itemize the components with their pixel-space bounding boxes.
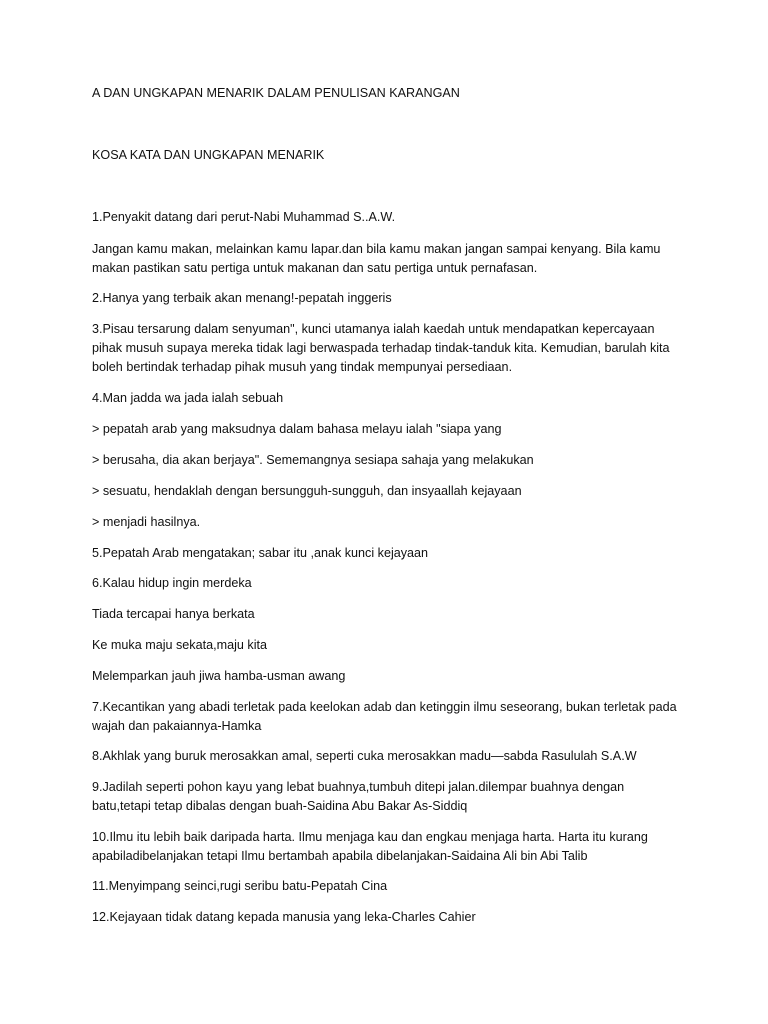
- paragraph-8: > sesuatu, hendaklah dengan bersungguh-sungguh, dan insyaallah kejayaan: [92, 484, 522, 498]
- paragraph-14: Melemparkan jauh jiwa hamba-usman awang: [92, 669, 346, 683]
- paragraph-1: 1.Penyakit datang dari perut-Nabi Muhammad S..A.W.: [92, 210, 396, 224]
- document-title: A DAN UNGKAPAN MENARIK DALAM PENULISAN KARANGAN: [92, 86, 460, 100]
- paragraph-7: > berusaha, dia akan berjaya". Sememangnya sesiapa sahaja yang melakukan: [92, 453, 534, 467]
- paragraph-3: 2.Hanya yang terbaik akan menang!-pepatah inggeris: [92, 291, 392, 305]
- paragraph-15: 7.Kecantikan yang abadi terletak pada keelokan adab dan ketinggin ilmu seseorang, bukan terletak pada wajah dan pakaiannya-Hamka: [92, 700, 677, 733]
- paragraph-12: Tiada tercapai hanya berkata: [92, 607, 255, 621]
- paragraph-10: 5.Pepatah Arab mengatakan; sabar itu ,anak kunci kejayaan: [92, 546, 429, 560]
- paragraph-13: Ke muka maju sekata,maju kita: [92, 638, 267, 652]
- paragraph-19: 11.Menyimpang seinci,rugi seribu batu-Pepatah Cina: [92, 879, 388, 893]
- paragraph-20: 12.Kejayaan tidak datang kepada manusia yang leka-Charles Cahier: [92, 910, 476, 924]
- paragraph-9: > menjadi hasilnya.: [92, 515, 201, 529]
- section-heading: KOSA KATA DAN UNGKAPAN MENARIK: [92, 148, 325, 162]
- paragraph-17: 9.Jadilah seperti pohon kayu yang lebat buahnya,tumbuh ditepi jalan.dilempar buahnya dengan batu,tetapi tetap dibalas dengan buah-Saidina Abu Bakar As-Siddiq: [92, 780, 625, 813]
- paragraph-11: 6.Kalau hidup ingin merdeka: [92, 576, 252, 590]
- paragraph-4: 3.Pisau tersarung dalam senyuman", kunci utamanya ialah kaedah untuk mendapatkan kepercayaan pihak musuh supaya mereka tidak lagi berwaspada terhadap tindak-tanduk kita. Kemudian, barulah kita boleh bertindak terhadap pihak musuh yang tindak mempunyai persediaan.: [92, 322, 670, 374]
- paragraph-16: 8.Akhlak yang buruk merosakkan amal, seperti cuka merosakkan madu—sabda Rasululah S.A.W: [92, 749, 637, 763]
- paragraph-6: > pepatah arab yang maksudnya dalam bahasa melayu ialah "siapa yang: [92, 422, 502, 436]
- paragraph-2: Jangan kamu makan, melainkan kamu lapar.dan bila kamu makan jangan sampai kenyang. Bila kamu makan pastikan satu pertiga untuk makanan dan satu pertiga untuk pernafasan.: [92, 242, 661, 275]
- paragraph-18: 10.Ilmu itu lebih baik daripada harta. Ilmu menjaga kau dan engkau menjaga harta. Harta itu kurang apabiladibelanjakan tetapi Ilmu bertambah apabila dibelanjakan-Saidaina Ali bin Abi Talib: [92, 830, 648, 863]
- paragraph-5: 4.Man jadda wa jada ialah sebuah: [92, 391, 284, 405]
